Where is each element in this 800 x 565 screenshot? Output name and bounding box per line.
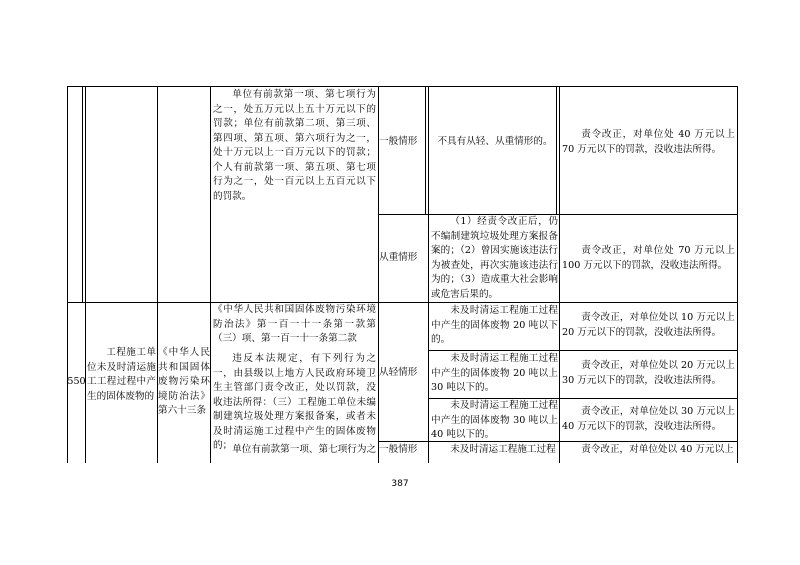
- col-divider-1: [85, 86, 86, 463]
- col-divider-1-inner: [82, 86, 83, 302]
- condition-heavy-upper: （1）经责令改正后，仍不编制建筑垃圾处理方案报备案的；（2）曾因实施该违法行为被查处，再次实施该违法行为的；（3）造成重大社会影响或危害后果的。: [431, 216, 558, 300]
- penalty-light-3: 责令改正，对单位处以 30 万元以上 40 万元以下的罚款，没收违法所得。: [562, 406, 735, 432]
- col-divider-6-inner: [556, 86, 557, 214]
- col-divider-5-inner: [425, 86, 426, 214]
- item-name: 工程施工单位未及时清运施工工程过程中产生的固体废物的: [87, 347, 156, 402]
- basis-text-upper: 单位有前款第一项、第七项行为之一，处五万元以上五十万元以下的罚款；单位有前款第二项、第三项、第四项、第五项、第六项行为之一，处十万元以上一百万元以下的罚款；个人有前款第一项、第五项、第七项行为之一，处一百元以上五百元以下的罚款。: [213, 89, 376, 202]
- level-general-upper: 一般情形: [379, 136, 418, 147]
- row-divider-light-1: [428, 350, 737, 351]
- penalty-general-upper: 责令改正，对单位处 40 万元以上 70 万元以下的罚款，没收违法所得。: [562, 129, 735, 155]
- col-divider-5: [428, 86, 429, 463]
- table-left-border: [67, 86, 68, 463]
- condition-light-1: 未及时清运工程施工过程中产生的固体废物 20 吨以下的。: [431, 305, 558, 345]
- level-light-550: 从轻情形: [379, 367, 418, 378]
- penalty-heavy-upper: 责令改正，对单位处 70 万元以上 100 万元以下的罚款，没收违法所得。: [562, 245, 735, 271]
- law-reference: 《中华人民共和国固体废物污染环境防治法》第六十三条: [158, 347, 210, 416]
- row-divider-550: [67, 302, 737, 303]
- penalty-light-2: 责令改正，对单位处以 20 万元以上 30 万元以下的罚款，没收违法所得。: [562, 360, 735, 386]
- basis-text-550: 违反本法规定，有下列行为之一，由县级以上地方人民政府环境卫生主管部门责令改正，处以罚款，没收违法所得：（三）工程施工单位未编制建筑垃圾处理方案报备案，或者未及时清运施工过程中产生的固体废物的；: [213, 353, 376, 451]
- condition-light-3: 未及时清运工程施工过程中产生的固体废物 30 吨以上 40 吨以下的。: [431, 400, 558, 440]
- col-divider-3: [210, 86, 211, 463]
- col-divider-6: [559, 86, 560, 463]
- page-number: 387: [391, 479, 409, 489]
- level-heavy-upper: 从重情形: [379, 252, 418, 263]
- basis-citation-550: 《中华人民共和国固体废物污染环境防治法》第一百一十一条第一款第（三）项、第一百一十一条第二款: [213, 304, 376, 344]
- condition-general-upper: 不具有从轻、从重情形的。: [437, 136, 553, 147]
- basis-continued-550: 单位有前款第一项、第七项行为之: [232, 444, 376, 455]
- condition-light-2: 未及时清运工程施工过程中产生的固体废物 20 吨以上 30 吨以下的。: [431, 353, 558, 393]
- condition-general-550: 未及时清运工程施工过程: [450, 444, 556, 455]
- table-right-border: [737, 86, 738, 463]
- table-top-border: [67, 86, 737, 87]
- penalty-general-550: 责令改正，对单位处以 40 万元以上: [581, 444, 734, 455]
- level-general-550: 一般情形: [379, 444, 418, 455]
- row-number: 550: [67, 376, 86, 387]
- penalty-light-1: 责令改正，对单位处以 10 万元以上 20 万元以下的罚款，没收违法所得。: [562, 312, 735, 338]
